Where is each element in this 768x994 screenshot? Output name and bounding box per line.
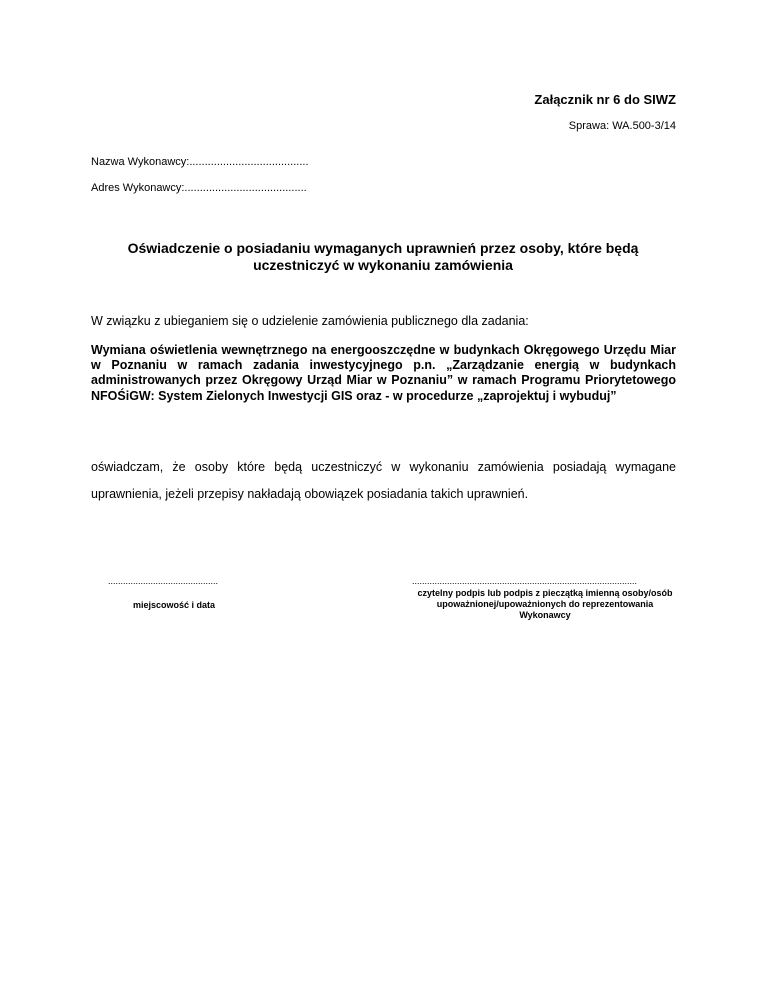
declaration-paragraph: oświadczam, że osoby które będą uczestniczyć w wykonaniu zamówienia posiadają wymagane uprawnienia, jeżeli przepisy nakładają obowiązek posiadania takich uprawnień. — [91, 460, 676, 501]
attachment-label: Załącznik nr 6 do SIWZ — [534, 92, 676, 107]
signature-label: czytelny podpis lub podpis z pieczątką imienną osoby/osób upoważnionej/upoważnionych do reprezentowania Wykonawcy — [417, 588, 673, 620]
document-title: Oświadczenie o posiadaniu wymaganych uprawnień przez osoby, które będą uczestniczyć w wykonaniu zamówienia — [127, 240, 639, 273]
place-date-label: miejscowość i data — [132, 600, 216, 610]
contractor-name-field: Nazwa Wykonawcy:....................................... — [91, 156, 309, 168]
task-description: Wymiana oświetlenia wewnętrznego na energooszczędne w budynkach Okręgowego Urzędu Miar w Poznaniu w ramach zadania inwestycyjnego p.n. „Zarządzanie energią w budynkach administrowanych przez Okręgowy Urząd Miar w Poznaniu” w ramach Programu Priorytetowego NFOŚiGW: System Zielonych Inwestycji GIS oraz - w procedurze „zaprojektuj i wybuduj” — [91, 343, 676, 403]
case-reference: Sprawa: WA.500-3/14 — [568, 120, 676, 132]
signature-dotted-line: .......................................................................................... — [412, 576, 638, 586]
contractor-address-field: Adres Wykonawcy:........................................ — [91, 182, 307, 194]
intro-paragraph: W związku z ubieganiem się o udzielenie zamówienia publicznego dla zadania: — [91, 314, 529, 328]
place-date-dotted-line: ............................................ — [108, 576, 219, 586]
